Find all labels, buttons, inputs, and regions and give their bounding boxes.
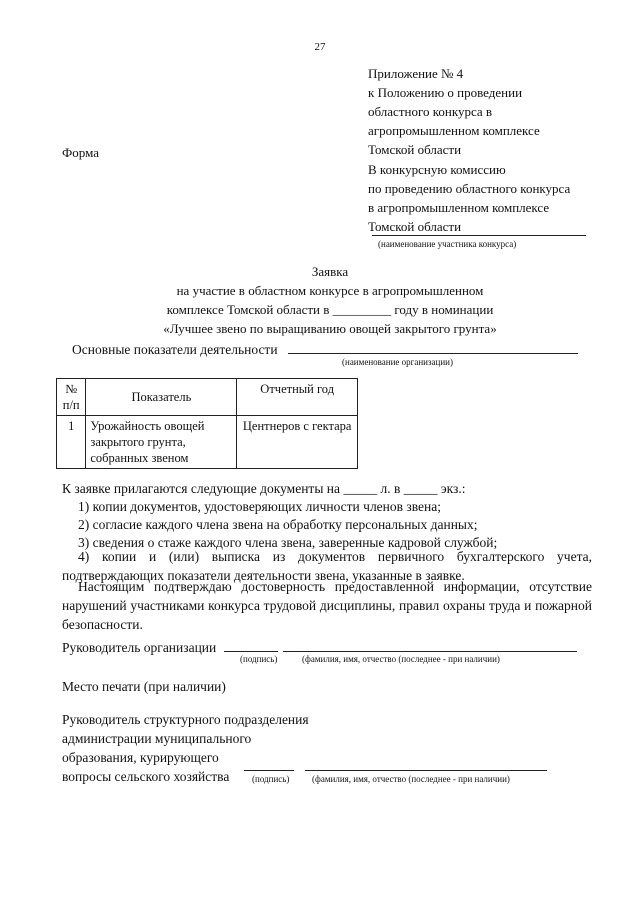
participant-caption: (наименование участника конкурса)	[378, 239, 517, 249]
appendix-line: областного конкурса в	[368, 104, 493, 119]
org-head-name-line[interactable]	[283, 651, 577, 652]
title-line	[0, 300, 640, 319]
table-header-row	[57, 379, 358, 416]
title-line: на участие в областном конкурсе в агропромышленном	[176, 283, 484, 298]
page-number: 27	[314, 41, 326, 53]
municipal-head-name-caption: (фамилия, имя, отчество (последнее - при наличии)	[312, 774, 510, 784]
appendix-block	[368, 64, 540, 159]
form-label: Форма	[62, 145, 99, 160]
application-title	[0, 262, 640, 338]
municipal-head-line: вопросы сельского хозяйства	[62, 769, 230, 784]
attachment-item-4: 4) копии и (или) выписка из документов первичного бухгалтерского учета, подтверждающих показатели деятельности звена, указанные в заявке.	[62, 549, 592, 583]
confirmation-text: Настоящим подтверждаю достоверность предоставленной информации, отсутствие нарушений участниками конкурса трудовой дисциплины, правил охраны труда и пожарной безопасности.	[62, 579, 592, 632]
title-heading: Заявка	[311, 264, 349, 279]
appendix-line: Приложение № 4	[368, 66, 464, 81]
attachments-intro	[62, 479, 466, 498]
attachments-text: л. в	[380, 481, 401, 496]
table-cell: 1	[57, 416, 86, 469]
appendix-line: Томской области	[368, 142, 462, 157]
title-line-part: году в номинации	[394, 302, 494, 317]
indicators-label: Основные показатели деятельности	[72, 342, 278, 357]
municipal-head-line: администрации муниципального	[62, 731, 252, 746]
org-head-name-caption: (фамилия, имя, отчество (последнее - при наличии)	[302, 654, 500, 664]
recipient-line: в агропромышленном комплексе	[368, 200, 550, 215]
org-head-signature-line[interactable]	[224, 651, 278, 652]
municipal-head-signature-line[interactable]	[244, 770, 294, 771]
attachment-item-1: 1) копии документов, удостоверяющих личности членов звена;	[78, 499, 441, 514]
table-cell: Урожайность овощей закрытого грунта, собранных звеном	[86, 416, 237, 469]
organization-caption: (наименование организации)	[342, 357, 453, 367]
indicators-table	[56, 378, 358, 469]
municipal-head-name-line[interactable]	[305, 770, 547, 771]
org-head-sign-caption: (подпись)	[240, 654, 278, 664]
appendix-line: агропромышленном комплексе	[368, 123, 540, 138]
municipal-head-sign-caption: (подпись)	[252, 774, 290, 784]
attachments-text: К заявке прилагаются следующие документы на	[62, 481, 340, 496]
copies-blank[interactable]: _____	[403, 481, 438, 496]
header-cell-num: № п/п	[57, 379, 86, 416]
org-head-label: Руководитель организации	[62, 640, 217, 655]
header-cell-year: Отчетный год	[237, 379, 358, 416]
attachments-text: экз.:	[440, 481, 466, 496]
appendix-line: к Положению о проведении	[368, 85, 523, 100]
attachment-item-2: 2) согласие каждого члена звена на обработку персональных данных;	[78, 517, 478, 532]
year-blank[interactable]: _________	[332, 302, 392, 317]
recipient-line: В конкурсную комиссию	[368, 162, 506, 177]
attachment-item-3: 3) сведения о стаже каждого члена звена, заверенные кадровой службой;	[78, 535, 498, 550]
participant-name-line[interactable]	[372, 235, 586, 236]
pages-blank[interactable]: _____	[343, 481, 378, 496]
stamp-place: Место печати (при наличии)	[62, 679, 226, 694]
organization-name-line[interactable]	[288, 353, 578, 354]
recipient-line: по проведению областного конкурса	[368, 181, 571, 196]
recipient-block	[368, 160, 570, 236]
title-line-part: комплексе Томской области в	[166, 302, 330, 317]
municipal-head-line: образования, курирующего	[62, 750, 219, 765]
municipal-head-line: Руководитель структурного подразделения	[62, 712, 309, 727]
recipient-line: Томской области	[368, 219, 462, 234]
title-line: «Лучшее звено по выращиванию овощей закрытого грунта»	[163, 321, 497, 336]
table-cell[interactable]: Центнеров с гектара	[237, 416, 358, 469]
header-cell-indicator: Показатель	[86, 379, 237, 416]
table-row	[57, 416, 358, 469]
